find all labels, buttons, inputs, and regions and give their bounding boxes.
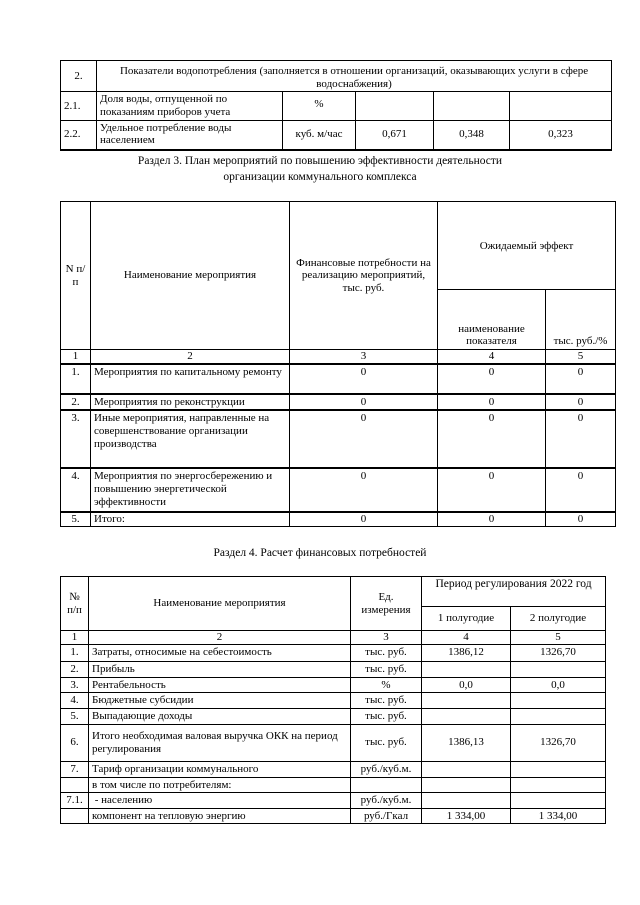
header-finance: Финансовые потребности на реализацию мероприятий, тыс. руб. [290,202,438,350]
second-half-value [511,708,606,724]
effect-value: 0 [546,364,616,394]
col-number: 3 [290,350,438,364]
value-cell [356,92,434,120]
header-second-half: 2 полугодие [511,607,606,631]
second-half-value: 1326,70 [511,645,606,662]
section3-title [0,155,640,184]
first-half-value [422,662,511,678]
unit-cell: тыс. руб. [351,645,422,662]
header-measure-name: Наименование мероприятия [91,202,290,350]
header-expected-effect: Ожидаемый эффект [438,202,616,290]
col-number: 1 [61,631,89,645]
section-header-text: Показатели водопотребления (заполняется в отношении организаций, оказывающих услуги в сфере водоснабжения) [97,61,612,92]
measure-name: Мероприятия по энергосбережению и повышению энергетической эффективности [91,468,290,512]
first-half-value: 0,0 [422,677,511,693]
measure-name: Иные мероприятия, направленные на совершенствование организации производства [91,410,290,468]
measure-name: Выпадающие доходы [89,708,351,724]
unit-cell [351,777,422,793]
col-number: 2 [89,631,351,645]
header-number: № п/п [61,577,89,631]
row-number: 2. [61,394,91,411]
measure-name: Тариф организации коммунального [89,761,351,777]
row-number: 6. [61,724,89,761]
measure-name: в том числе по потребителям: [89,777,351,793]
finance-value: 0 [290,394,438,411]
header-measure-name: Наименование мероприятия [89,577,351,631]
col-number: 2 [91,350,290,364]
effect-name-value: 0 [438,468,546,512]
unit-cell: тыс. руб. [351,724,422,761]
effect-name-value: 0 [438,364,546,394]
measure-name: Рентабельность [89,677,351,693]
row-number [61,808,89,824]
unit-cell: тыс. руб. [351,693,422,709]
finance-value: 0 [290,364,438,394]
col-number: 3 [351,631,422,645]
row-number: 7. [61,761,89,777]
value-cell [434,92,510,120]
water-consumption-table [60,60,612,151]
header-unit: Ед. измерения [351,577,422,631]
unit-cell: руб./Гкал [351,808,422,824]
second-half-value [511,693,606,709]
effect-name-value: 0 [438,410,546,468]
row-number: 5. [61,512,91,526]
unit-cell: тыс. руб. [351,662,422,678]
first-half-value [422,777,511,793]
measure-name: Мероприятия по капитальному ремонту [91,364,290,394]
measure-name: компонент на тепловую энергию [89,808,351,824]
row-number: 3. [61,677,89,693]
second-half-value [511,761,606,777]
row-number: 3. [61,410,91,468]
section3-title-line1: Раздел 3. План мероприятий по повышению эффективности деятельности [137,155,503,167]
effect-value: 0 [546,512,616,526]
first-half-value [422,761,511,777]
measures-plan-table [60,201,616,527]
row-number: 2.1. [61,92,97,120]
col-number: 5 [511,631,606,645]
row-number: 2. [61,61,97,92]
second-half-value [511,793,606,809]
section3-title-line2: организации коммунального комплекса [223,171,417,184]
effect-value: 0 [546,394,616,411]
measure-name: Прибыль [89,662,351,678]
value-cell: 0,671 [356,120,434,150]
unit-cell: руб./куб.м. [351,761,422,777]
header-number: N п/ п [61,202,91,350]
second-half-value [511,777,606,793]
col-number: 1 [61,350,91,364]
row-number: 1. [61,364,91,394]
row-number: 4. [61,693,89,709]
first-half-value: 1386,12 [422,645,511,662]
measure-name: Мероприятия по реконструкции [91,394,290,411]
first-half-value [422,708,511,724]
col-number: 5 [546,350,616,364]
finance-value: 0 [290,512,438,526]
value-cell: 0,348 [434,120,510,150]
measure-name: Итого: [91,512,290,526]
row-number [61,777,89,793]
unit-cell: % [283,92,356,120]
finance-value: 0 [290,410,438,468]
second-half-value: 1326,70 [511,724,606,761]
header-period: Период регулирования 2022 год [422,577,606,607]
measure-name: - населению [89,793,351,809]
value-cell [510,92,612,120]
effect-value: 0 [546,468,616,512]
measure-name: Бюджетные субсидии [89,693,351,709]
unit-cell: руб./куб.м. [351,793,422,809]
col-number: 4 [438,350,546,364]
second-half-value: 1 334,00 [511,808,606,824]
row-number: 2. [61,662,89,678]
second-half-value: 0,0 [511,677,606,693]
effect-value: 0 [546,410,616,468]
effect-name-value: 0 [438,394,546,411]
first-half-value: 1386,13 [422,724,511,761]
row-number: 2.2. [61,120,97,150]
unit-cell: % [351,677,422,693]
row-number: 5. [61,708,89,724]
first-half-value [422,793,511,809]
header-effect-name: наименование показателя [438,290,546,350]
first-half-value [422,693,511,709]
section4-title: Раздел 4. Расчет финансовых потребностей [213,547,427,559]
second-half-value [511,662,606,678]
financial-needs-table [60,576,606,824]
unit-cell: тыс. руб. [351,708,422,724]
header-effect-value: тыс. руб./% [546,290,616,350]
indicator-name: Удельное потребление воды населением [97,120,283,150]
indicator-name: Доля воды, отпущенной по показаниям приборов учета [97,92,283,120]
unit-cell: куб. м/час [283,120,356,150]
row-number: 7.1. [61,793,89,809]
measure-name: Итого необходимая валовая выручка ОКК на период регулирования [89,724,351,761]
finance-value: 0 [290,468,438,512]
col-number: 4 [422,631,511,645]
effect-name-value: 0 [438,512,546,526]
row-number: 4. [61,468,91,512]
value-cell: 0,323 [510,120,612,150]
header-first-half: 1 полугодие [422,607,511,631]
first-half-value: 1 334,00 [422,808,511,824]
row-number: 1. [61,645,89,662]
measure-name: Затраты, относимые на себестоимость [89,645,351,662]
